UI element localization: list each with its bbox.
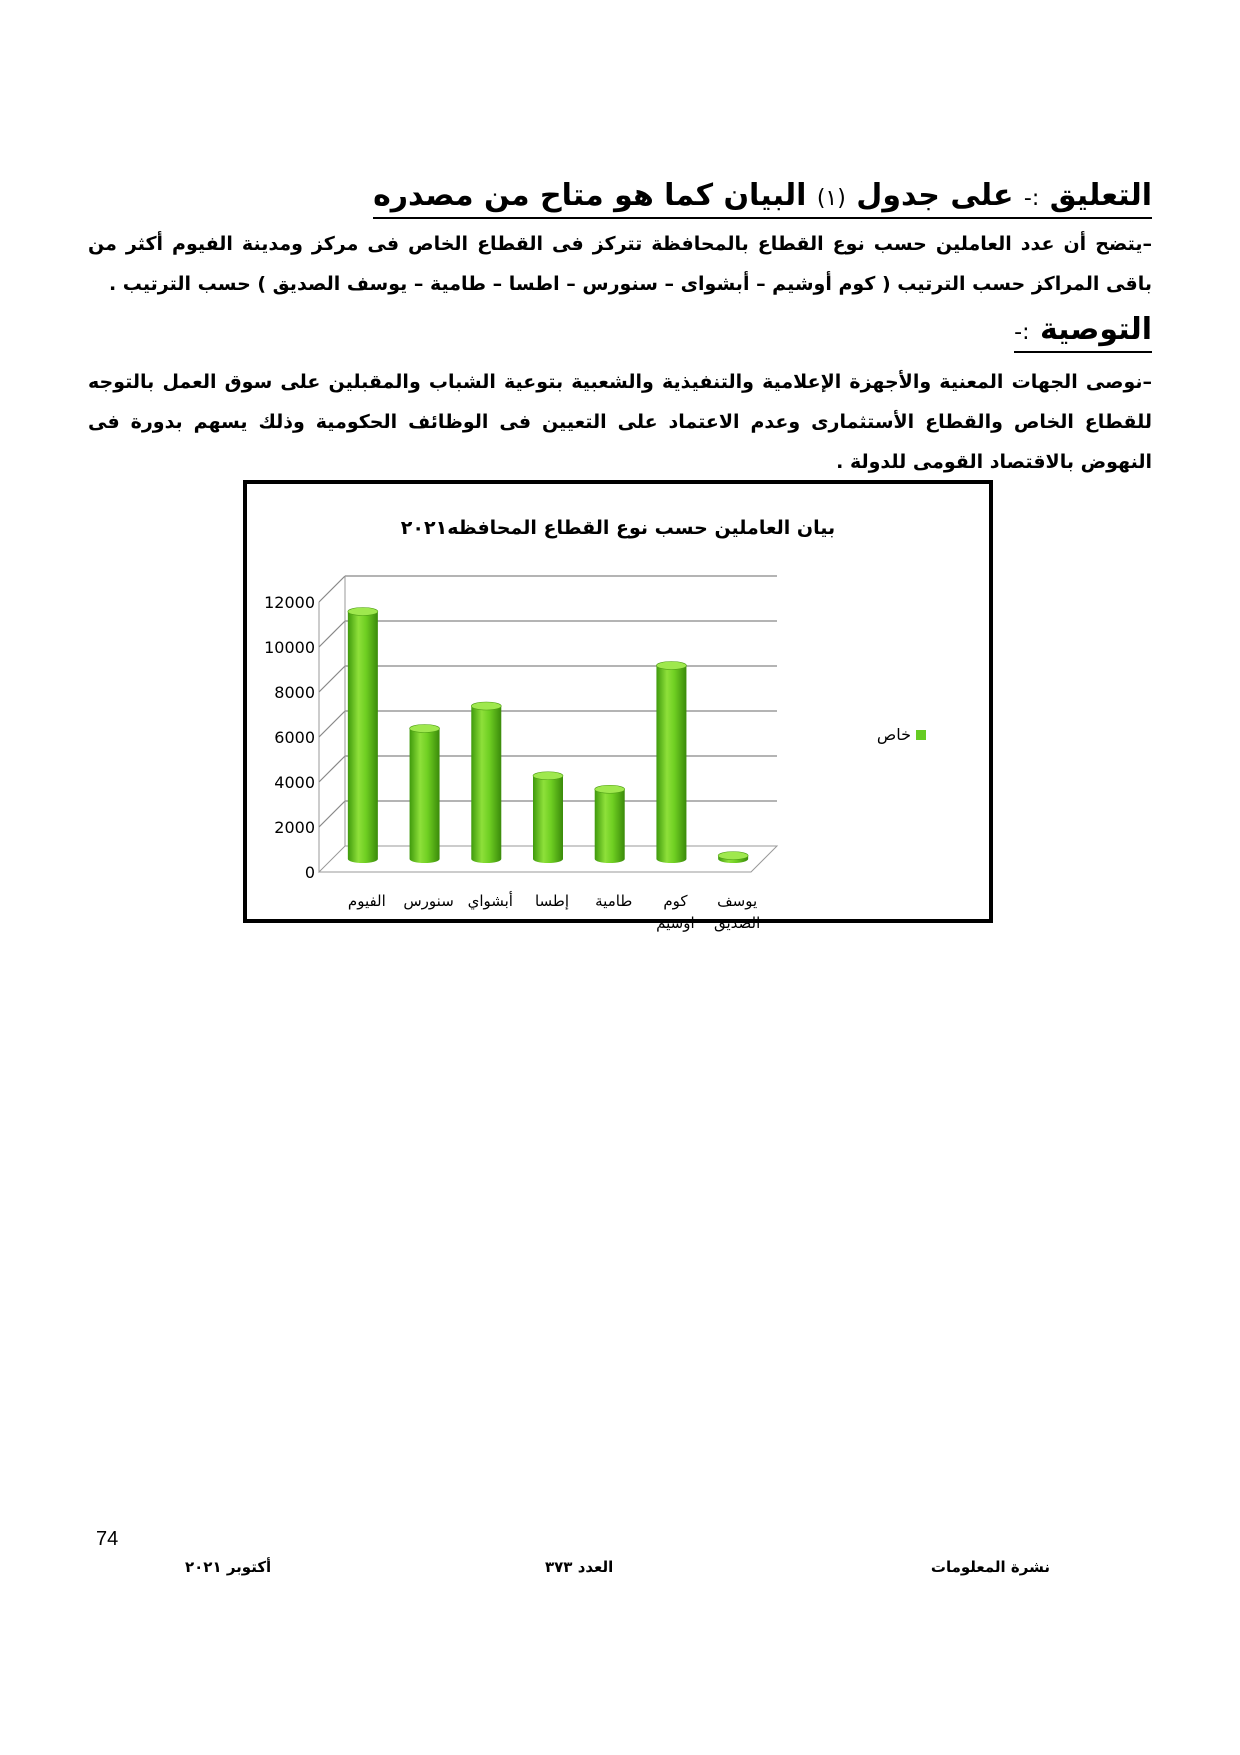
bar: [471, 702, 501, 863]
bar-body: [348, 612, 378, 864]
bar-top: [471, 702, 501, 710]
y-tick-label: 6000: [274, 728, 315, 747]
footer-publication: نشرة المعلومات: [930, 1558, 1050, 1576]
comment-heading-paren: (١): [816, 186, 846, 211]
y-axis-ticks: [264, 593, 315, 882]
legend-label: خاص: [876, 725, 911, 744]
gridline-depth: [319, 756, 345, 782]
comment-heading-sep: :-: [1023, 186, 1040, 211]
bar-top: [533, 772, 563, 780]
comment-heading-rest-b: البيان كما هو متاح من مصدره: [373, 178, 807, 213]
gridline-depth: [319, 801, 345, 827]
x-tick-label: إطسا: [534, 892, 570, 910]
y-tick-label: 12000: [264, 593, 315, 612]
gridline-depth: [319, 711, 345, 737]
recommendation-heading-main: التوصية: [1039, 312, 1152, 347]
chart-title: بيان العاملين حسب نوع القطاع المحافظه٢٠٢١: [400, 517, 836, 539]
bar-chart: [247, 484, 989, 932]
recommendation-heading-sep: :-: [1014, 320, 1030, 345]
gridline-depth: [319, 621, 345, 647]
x-axis-labels: [348, 891, 760, 932]
bar-body: [656, 666, 686, 864]
recommendation-paragraph: –نوصى الجهات المعنية والأجهزة الإعلامية والتنفيذية والشعبية بتوعية الشباب والمقبلين على سوق العمل بالتوجه للقطاع الخاص والقطاع الأستثمارى وعدم الاعتماد على التعيين فى الوظائف الحكومية وذلك يسهم بدورة فى النهوض بالاقتصاد القومى للدولة .: [88, 371, 1152, 473]
bar-top: [656, 662, 686, 670]
x-tick-label: سنورس: [403, 892, 454, 910]
bar: [595, 785, 625, 863]
bar: [533, 772, 563, 863]
x-tick-label: اوشيم: [656, 914, 695, 932]
gridline-depth: [319, 666, 345, 692]
bar-body: [595, 789, 625, 863]
y-tick-label: 2000: [274, 818, 315, 837]
comment-paragraph: –يتضح أن عدد العاملين حسب نوع القطاع بالمحافظة تتركز فى القطاع الخاص فى مركز ومدينة الفيوم أكثر من باقى المراكز حسب الترتيب ( كوم أوشيم – أبشواى – سنورس – اطسا – طامية – يوسف الصديق ) حسب الترتيب .: [88, 233, 1152, 295]
legend-swatch: [916, 730, 926, 740]
footer-date: أكتوبر ٢٠٢١: [185, 1558, 272, 1576]
x-tick-label: طامية: [595, 892, 633, 910]
y-tick-label: 0: [304, 863, 315, 882]
x-tick-label: أبشواي: [467, 892, 513, 910]
x-tick-label: الفيوم: [347, 892, 386, 910]
x-tick-label: الصديق: [713, 914, 761, 932]
y-tick-label: 8000: [274, 683, 315, 702]
x-tick-label: يوسف: [717, 892, 758, 910]
page-number: 74: [96, 1528, 119, 1550]
comment-heading: [373, 178, 1152, 219]
bar-body: [471, 706, 501, 863]
bar: [718, 852, 748, 863]
bar-body: [533, 776, 563, 863]
x-tick-label: كوم: [663, 892, 688, 910]
y-tick-label: 10000: [264, 638, 315, 657]
recommendation-heading: [1014, 312, 1152, 353]
bar-top: [410, 725, 440, 733]
bar: [348, 608, 378, 864]
comment-heading-rest-a: على جدول: [856, 178, 1014, 213]
bar-top: [595, 785, 625, 793]
chart-frame: [243, 480, 993, 932]
bar-body: [410, 729, 440, 864]
bar-top: [348, 608, 378, 616]
bar-layer: [348, 608, 748, 864]
footer-issue: العدد ٣٧٣: [545, 1558, 614, 1576]
y-tick-label: 4000: [274, 773, 315, 792]
gridline-depth: [319, 576, 345, 602]
bar: [410, 725, 440, 864]
bar: [656, 662, 686, 864]
legend: [877, 725, 926, 745]
comment-heading-main: التعليق: [1049, 178, 1152, 213]
bar-top: [718, 852, 748, 860]
